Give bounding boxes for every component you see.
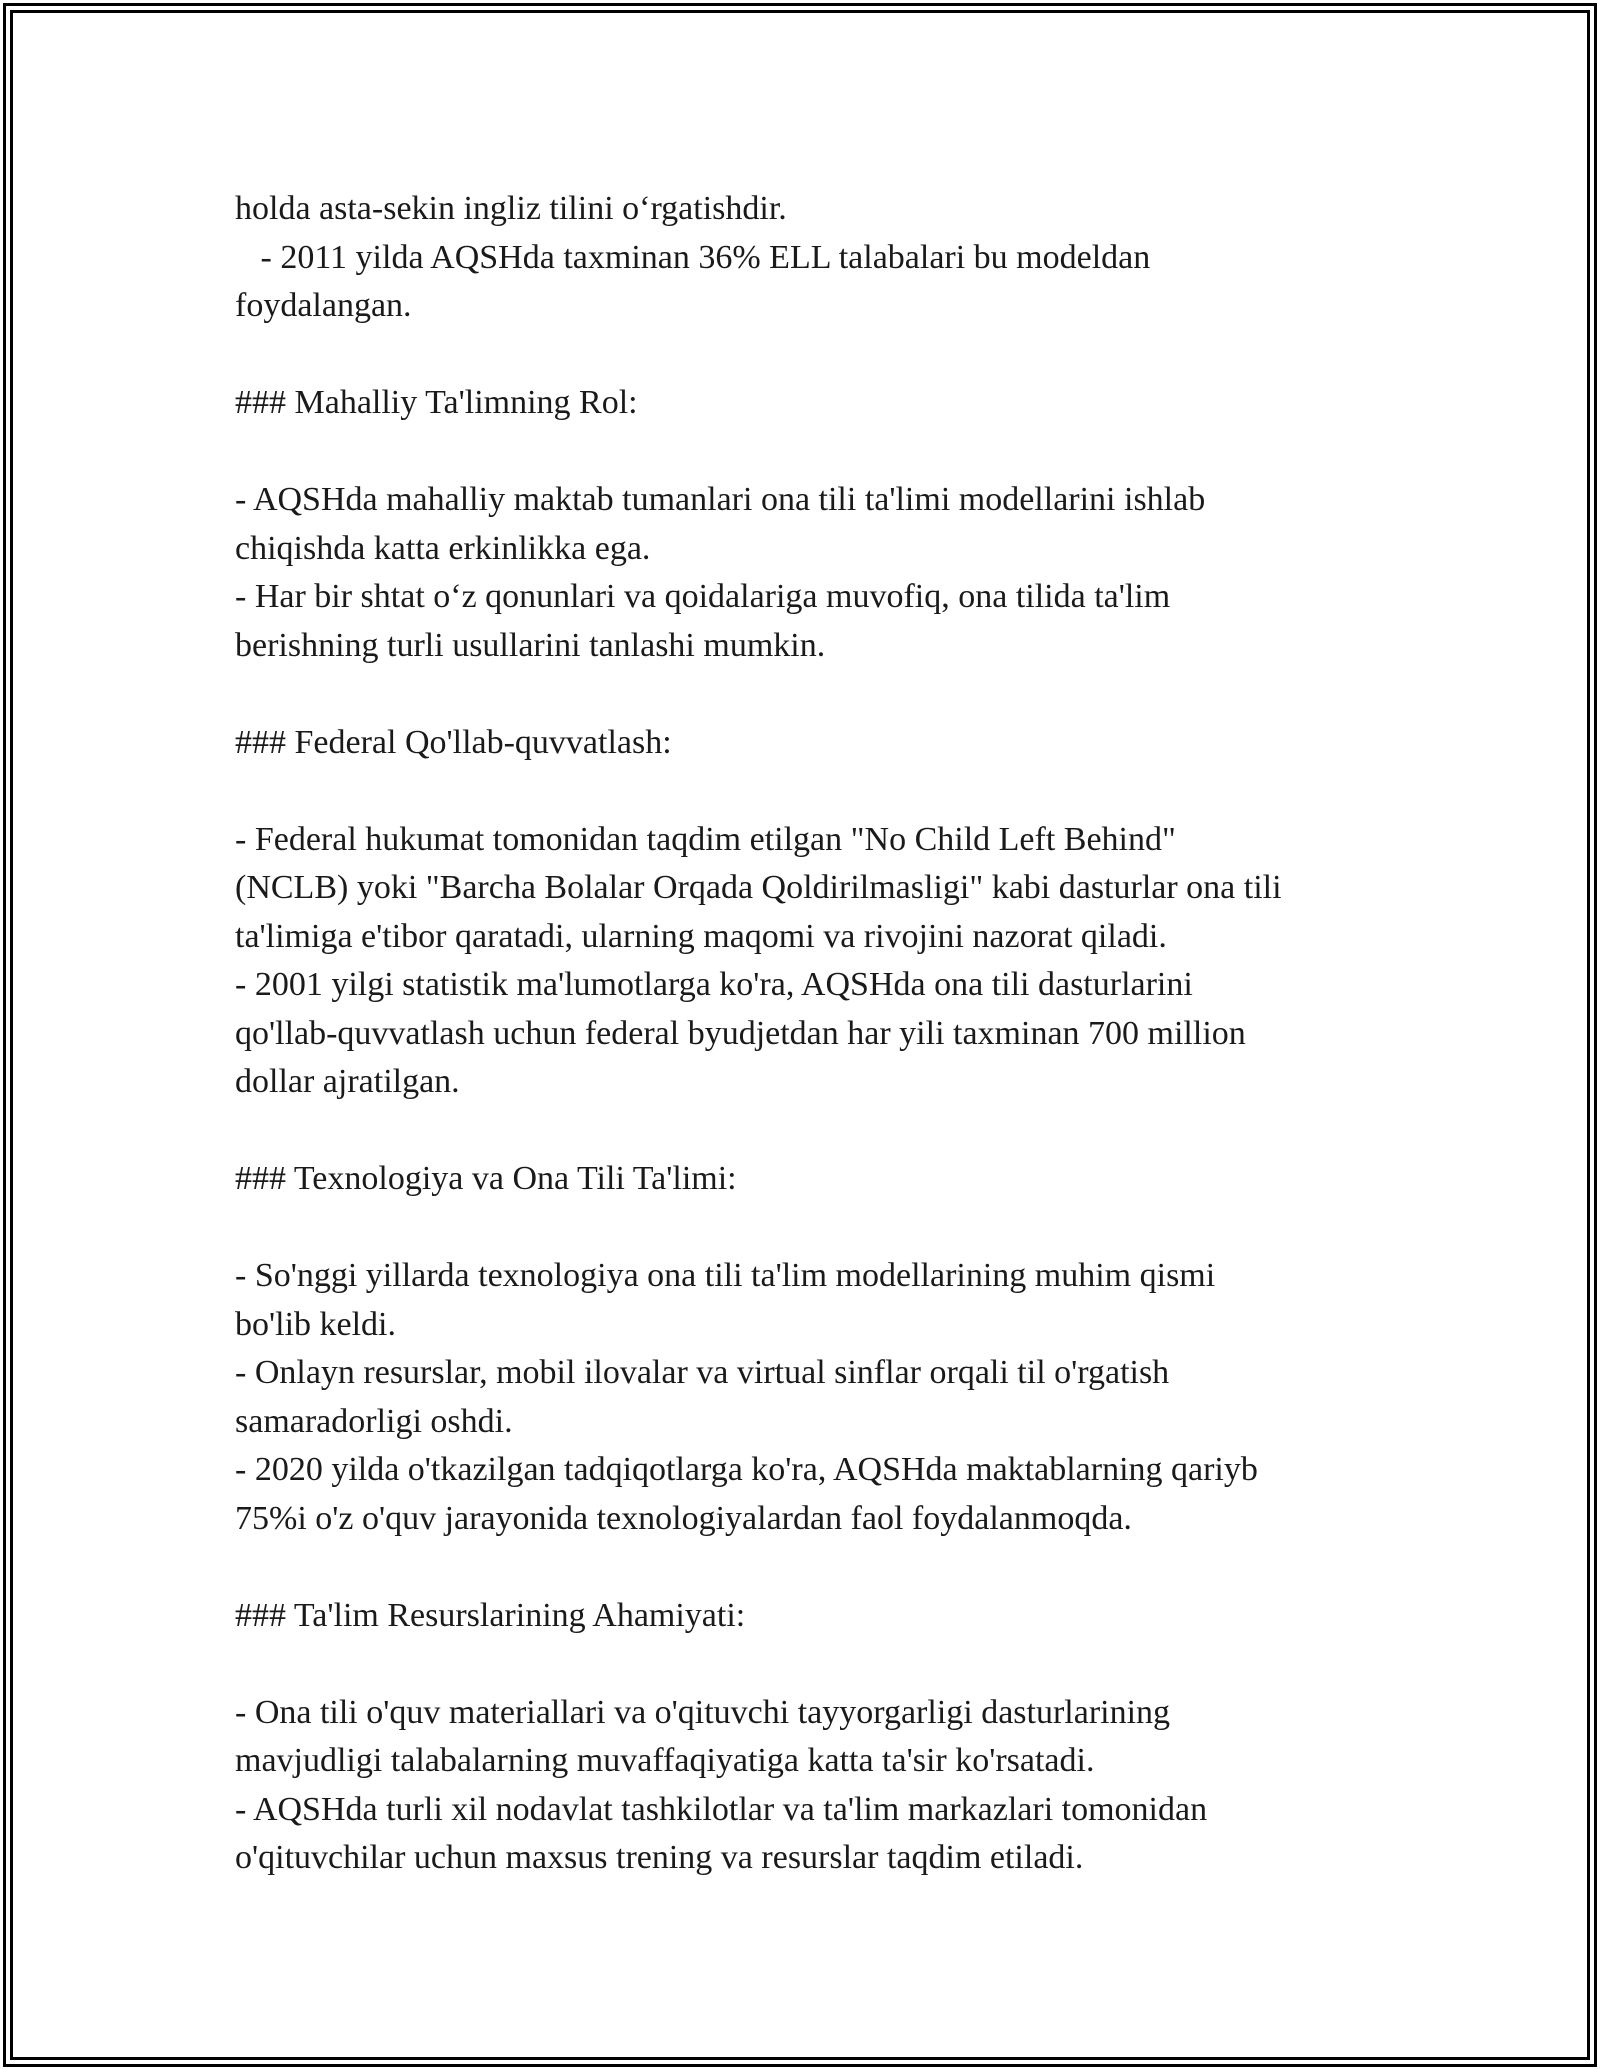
blank-line xyxy=(235,767,1385,816)
text-line: bo'lib keldi. xyxy=(235,1305,397,1343)
text-line: holda asta-sekin ingliz tilini o‘rgatishdir. xyxy=(235,190,787,227)
text-line: - Onlayn resurslar, mobil ilovalar va virtual sinflar orqali til o'rgatish xyxy=(235,1354,1170,1391)
text-line: berishning turli usullarini tanlashi mumkin. xyxy=(235,626,826,664)
blank-line xyxy=(235,1640,1385,1689)
blank-line xyxy=(235,1543,1385,1592)
text-line: o'qituvchilar uchun maxsus trening va resurslar taqdim etiladi. xyxy=(235,1839,1084,1876)
text-line: - AQSHda mahalliy maktab tumanlari ona tili ta'limi modellarini ishlab xyxy=(235,481,1206,518)
text-line: dollar ajratilgan. xyxy=(235,1063,460,1100)
text-line: - 2020 yilda o'tkazilgan tadqiqotlarga ko'ra, AQSHda maktablarning qariyb xyxy=(235,1451,1258,1488)
text-line: foydalangan. xyxy=(235,287,412,324)
blank-line xyxy=(235,1204,1385,1253)
text-line: - Federal hukumat tomonidan taqdim etilgan "No Child Left Behind" xyxy=(235,820,1176,858)
text-line: 75%i o'z o'quv jarayonida texnologiyalardan faol foydalanmoqda. xyxy=(235,1499,1132,1537)
text-line: samaradorligi oshdi. xyxy=(235,1402,513,1440)
text-line: - Ona tili o'quv materiallari va o'qituvchi tayyorgarligi dasturlarining xyxy=(235,1693,1171,1731)
section-heading: ### Ta'lim Resurslarining Ahamiyati: xyxy=(235,1596,746,1634)
blank-line xyxy=(235,1107,1385,1156)
text-line: mavjudligi talabalarning muvaffaqiyatiga katta ta'sir ko'rsatadi. xyxy=(235,1742,1095,1779)
section-heading: ### Mahalliy Ta'limning Rol: xyxy=(235,384,638,421)
text-line: chiqishda katta erkinlikka ega. xyxy=(235,529,651,567)
text-line: - So'nggi yillarda texnologiya ona tili ta'lim modellarining muhim qismi xyxy=(235,1257,1216,1294)
text-line: - Har bir shtat o‘z qonunlari va qoidalariga muvofiq, ona tilida ta'lim xyxy=(235,578,1171,615)
blank-line xyxy=(235,331,1385,380)
document-body xyxy=(235,185,1385,1883)
blank-line xyxy=(235,428,1385,477)
section-heading: ### Texnologiya va Ona Tili Ta'limi: xyxy=(235,1160,737,1197)
text-line: - 2001 yilgi statistik ma'lumotlarga ko'ra, AQSHda ona tili dasturlarini xyxy=(235,966,1193,1003)
blank-line xyxy=(235,670,1385,719)
text-line: (NCLB) yoki "Barcha Bolalar Orqada Qoldirilmasligi" kabi dasturlar ona tili xyxy=(235,869,1282,906)
text-line: - AQSHda turli xil nodavlat tashkilotlar va ta'lim markazlari tomonidan xyxy=(235,1790,1208,1828)
text-line: qo'llab-quvvatlash uchun federal byudjetdan har yili taxminan 700 million xyxy=(235,1014,1246,1052)
text-line: - 2011 yilda AQSHda taxminan 36% ELL talabalari bu modeldan xyxy=(235,238,1151,276)
text-line: ta'limiga e'tibor qaratadi, ularning maqomi va rivojini nazorat qiladi. xyxy=(235,917,1167,955)
section-heading: ### Federal Qo'llab-quvvatlash: xyxy=(235,723,672,761)
